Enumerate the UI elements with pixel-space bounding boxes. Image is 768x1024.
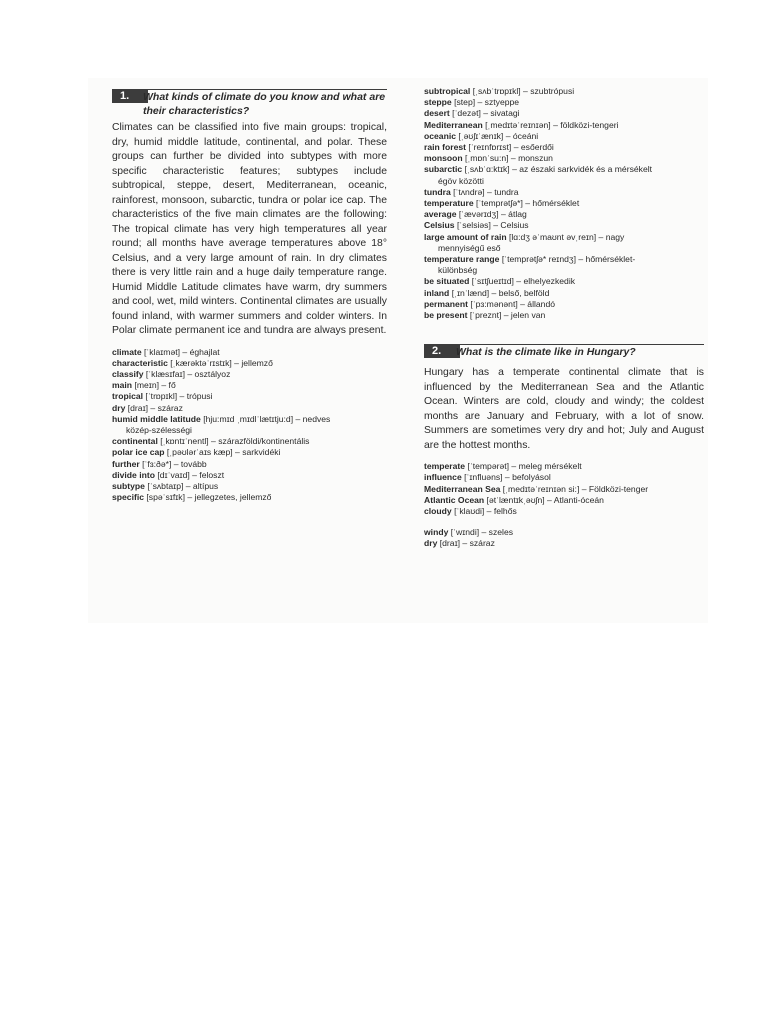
vocab-entry — [424, 495, 704, 506]
vocab-definition: [spəˈsɪfɪk] – jellegzetes, jellemző — [144, 492, 272, 503]
vocab-definition: [ˈselsiəs] – Celsius — [454, 220, 529, 231]
vocab-definition: [ˌpəʊlərˈaɪs kæp] – sarkvidéki — [164, 447, 281, 458]
vocab-term: steppe — [424, 97, 452, 108]
vocab-term: classify — [112, 368, 144, 379]
vocab-definition: [ˈfɜ:ðə*] – tovább — [139, 458, 207, 469]
vocab-entry — [424, 142, 704, 153]
vocab-definition: [ˈklaɪmət] – éghajlat — [141, 346, 220, 357]
vocab-definition: [ˈtemprətʃə*] – hőmérséklet — [473, 198, 580, 209]
vocab-definition: [ˌsʌbˈɑ:ktɪk] – az északi sarkvidék és a mérsékelt — [462, 164, 653, 175]
vocabulary-list-2-extra — [424, 527, 704, 549]
vocab-term: continental — [112, 436, 158, 447]
vocab-entry — [424, 220, 704, 231]
vocab-term: temperature range — [424, 254, 500, 265]
vocabulary-list-2 — [424, 461, 704, 517]
vocab-term: Celsius — [424, 220, 455, 231]
vocab-term: inland — [424, 287, 450, 298]
vocab-definition: [ˈpreznt] – jelen van — [467, 310, 546, 321]
vocab-entry — [424, 86, 704, 97]
vocab-term: divide into — [112, 469, 155, 480]
vocab-term: subarctic — [424, 164, 463, 175]
vocab-term: permanent — [424, 298, 468, 309]
vocab-definition: [ˈsʌbtaɪp] – altípus — [144, 480, 219, 491]
vocab-definition: közép-szélességi — [126, 424, 192, 435]
vocab-term: tropical — [112, 391, 144, 402]
vocab-definition: [ˌsʌbˈtrɒpɪkl] – szubtrópusi — [470, 86, 575, 96]
vocab-definition: [meɪn] – fő — [132, 380, 176, 391]
vocab-term: subtropical — [424, 86, 471, 96]
vocab-term: cloudy — [424, 506, 452, 517]
vocab-term: further — [112, 458, 140, 469]
vocab-entry — [112, 436, 387, 447]
question-title: What kinds of climate do you know and what are their characteristics? — [143, 91, 386, 117]
vocab-definition: mennyiségű eső — [438, 242, 501, 253]
vocab-definition: égöv közötti — [438, 175, 484, 186]
vocab-entry — [424, 164, 704, 175]
vocab-entry — [424, 187, 704, 198]
vocab-definition: különbség — [438, 265, 478, 276]
vocab-definition: [ˈævərɪdʒ] – átlag — [456, 209, 527, 220]
vocab-definition: [draɪ] – száraz — [437, 538, 495, 549]
vocab-entry — [424, 243, 704, 254]
vocab-term: large amount of rain — [424, 231, 507, 242]
vocab-term: characteristic — [112, 357, 168, 368]
vocab-entry — [424, 527, 704, 538]
vocab-term: oceanic — [424, 130, 457, 141]
vocab-entry — [424, 472, 704, 483]
vocab-definition: [ˌkærəktəˈrɪstɪk] – jellemző — [167, 357, 273, 368]
vocab-definition: [ˈklaʊdi] – felhős — [451, 506, 517, 517]
vocab-entry — [424, 299, 704, 310]
vocab-entry — [424, 484, 704, 495]
question-title: What is the climate like in Hungary? — [456, 346, 636, 359]
vocab-entry — [424, 97, 704, 108]
vocab-entry — [424, 232, 704, 243]
vocab-definition: [ˌəʊʃɪˈænɪk] – óceáni — [456, 130, 539, 141]
vocabulary-list-1-continued — [424, 86, 704, 321]
vocab-entry — [424, 276, 704, 287]
vocab-definition: [ˈwɪndi] – szeles — [448, 527, 514, 538]
question-1-header — [112, 86, 387, 118]
vocab-definition: [ˈsɪtʃueɪtɪd] – elhelyezkedik — [469, 276, 576, 287]
vocab-definition: [ˈtempərət] – meleg mérsékelt — [465, 461, 582, 472]
vocab-definition: [hju:mɪd ˌmɪdlˈlætɪtju:d] – nedves — [200, 413, 331, 424]
vocab-term: windy — [424, 527, 449, 538]
vocab-term: monsoon — [424, 153, 463, 164]
vocab-definition: [ˌmedɪtəˈreɪnɪən] – földközi-tengeri — [482, 119, 619, 130]
question-2-header — [424, 341, 704, 357]
vocab-entry — [424, 265, 704, 276]
vocab-entry — [112, 470, 387, 481]
vocab-term: be present — [424, 310, 468, 321]
vocab-term: climate — [112, 346, 142, 357]
vocab-definition: [ˌmɒnˈsu:n] – monszun — [462, 153, 553, 164]
vocab-term: subtype — [112, 480, 145, 491]
vocab-term: dry — [112, 402, 126, 413]
vocab-entry — [112, 391, 387, 402]
vocab-entry — [112, 380, 387, 391]
vocab-entry — [424, 120, 704, 131]
vocab-term: Atlantic Ocean — [424, 494, 485, 505]
vocab-definition: [ˌkɒntɪˈnentl] – szárazföldi/kontinentális — [157, 436, 310, 447]
vocab-entry — [112, 425, 387, 436]
vocab-entry — [424, 153, 704, 164]
vocab-definition: [ˈtrɒpɪkl] – trópusi — [143, 391, 213, 402]
vocab-term: Mediterranean — [424, 119, 483, 130]
vocab-term: Mediterranean Sea — [424, 483, 501, 494]
vocab-definition: [step] – sztyeppe — [451, 97, 520, 108]
vocab-entry — [424, 461, 704, 472]
vocab-entry — [424, 538, 704, 549]
vocab-definition: [ˈɪnfluəns] – befolyásol — [461, 472, 551, 483]
vocab-definition: [ˈreɪnfɒrɪst] – esőerdői — [466, 142, 554, 153]
vocab-definition: [ˌmedɪtəˈreɪnɪən si:] – Földközi-tenger — [500, 483, 649, 494]
right-column — [424, 86, 704, 550]
vocab-entry — [424, 176, 704, 187]
vocab-definition: [draɪ] – száraz — [125, 402, 183, 413]
vocab-term: dry — [424, 538, 438, 549]
vocab-entry — [112, 447, 387, 458]
vocab-definition: [ətˈlæntɪkˌəʊʃn] – Atlanti-óceán — [484, 494, 604, 505]
vocab-definition: [ˈklæsɪfaɪ] – osztályoz — [143, 368, 231, 379]
vocab-definition: [ˈdezət] – sivatagi — [449, 108, 520, 119]
vocab-term: humid middle latitude — [112, 413, 201, 424]
vocab-term: be situated — [424, 276, 470, 287]
question-number: 1. — [112, 89, 148, 103]
left-column — [112, 86, 387, 503]
vocab-definition: [ˈtʌndrə] – tundra — [450, 186, 519, 197]
vocab-term: influence — [424, 472, 462, 483]
vocab-term: desert — [424, 108, 450, 119]
section-2-paragraph: Hungary has a temperate continental climate that is influenced by the Mediterranean Sea and the Atlantic Ocean. Winters are cold, cloudy and windy; the coldest months are January and February, with a lot of snow. Summers are sometimes very dry and hot; July and August are the hottest months. — [424, 367, 704, 451]
vocab-entry — [424, 288, 704, 299]
section-1-paragraph: Climates can be classified into five main groups: tropical, dry, humid middle latitude, continental, and polar. These groups can further be divided into subtypes with more specific characteristic features; subtypes include subtropical, steppe, desert, Mediterranean, oceanic, rainforest, monsoon, subarctic, tundra or polar ice cap. The characteristics of the five main climates are the following: The tropical climate has very high temperatures all year round; all months have average temperatures above 18° Celsius, and a very large amount of rain. In dry climates there is very little rain and a huge daily temperature range. Humid Middle Latitude climates have warm, dry summers and cool, wet, mild winters. Continental climates are usually found inland, with warmer summers and colder winters. In Polar climate permanent ice and tundra are always present. — [112, 122, 387, 336]
vocab-term: polar ice cap — [112, 447, 165, 458]
vocab-entry — [112, 358, 387, 369]
vocab-entry — [424, 254, 704, 265]
vocab-entry — [112, 481, 387, 492]
vocab-entry — [112, 492, 387, 503]
vocab-entry — [112, 369, 387, 380]
vocab-term: rain forest — [424, 142, 467, 153]
question-number: 2. — [424, 344, 460, 358]
vocab-term: average — [424, 209, 457, 220]
vocab-entry — [112, 414, 387, 425]
vocab-definition: [ˈtemprətʃə* reɪndʒ] – hőmérséklet- — [499, 254, 636, 265]
vocab-term: tundra — [424, 186, 451, 197]
vocab-term: main — [112, 380, 133, 391]
vocabulary-list-1 — [112, 347, 387, 504]
vocab-term: temperate — [424, 461, 466, 472]
vocab-entry — [424, 506, 704, 517]
vocab-entry — [112, 459, 387, 470]
vocab-entry — [424, 131, 704, 142]
vocab-definition: [dɪˈvaɪd] – feloszt — [154, 469, 225, 480]
vocab-entry — [424, 108, 704, 119]
vocab-entry — [112, 403, 387, 414]
vocab-term: specific — [112, 492, 145, 503]
vocab-entry — [112, 347, 387, 358]
vocab-entry — [424, 209, 704, 220]
vocab-definition: [ˌɪnˈlænd] – belső, belföld — [449, 287, 550, 298]
vocab-definition: [ˈpɜ:mənənt] – állandó — [467, 298, 556, 309]
vocab-entry — [424, 198, 704, 209]
vocab-entry — [424, 310, 704, 321]
vocab-term: temperature — [424, 198, 474, 209]
vocab-definition: [lɑ:dʒ əˈmaʊnt əvˌreɪn] – nagy — [506, 231, 625, 242]
